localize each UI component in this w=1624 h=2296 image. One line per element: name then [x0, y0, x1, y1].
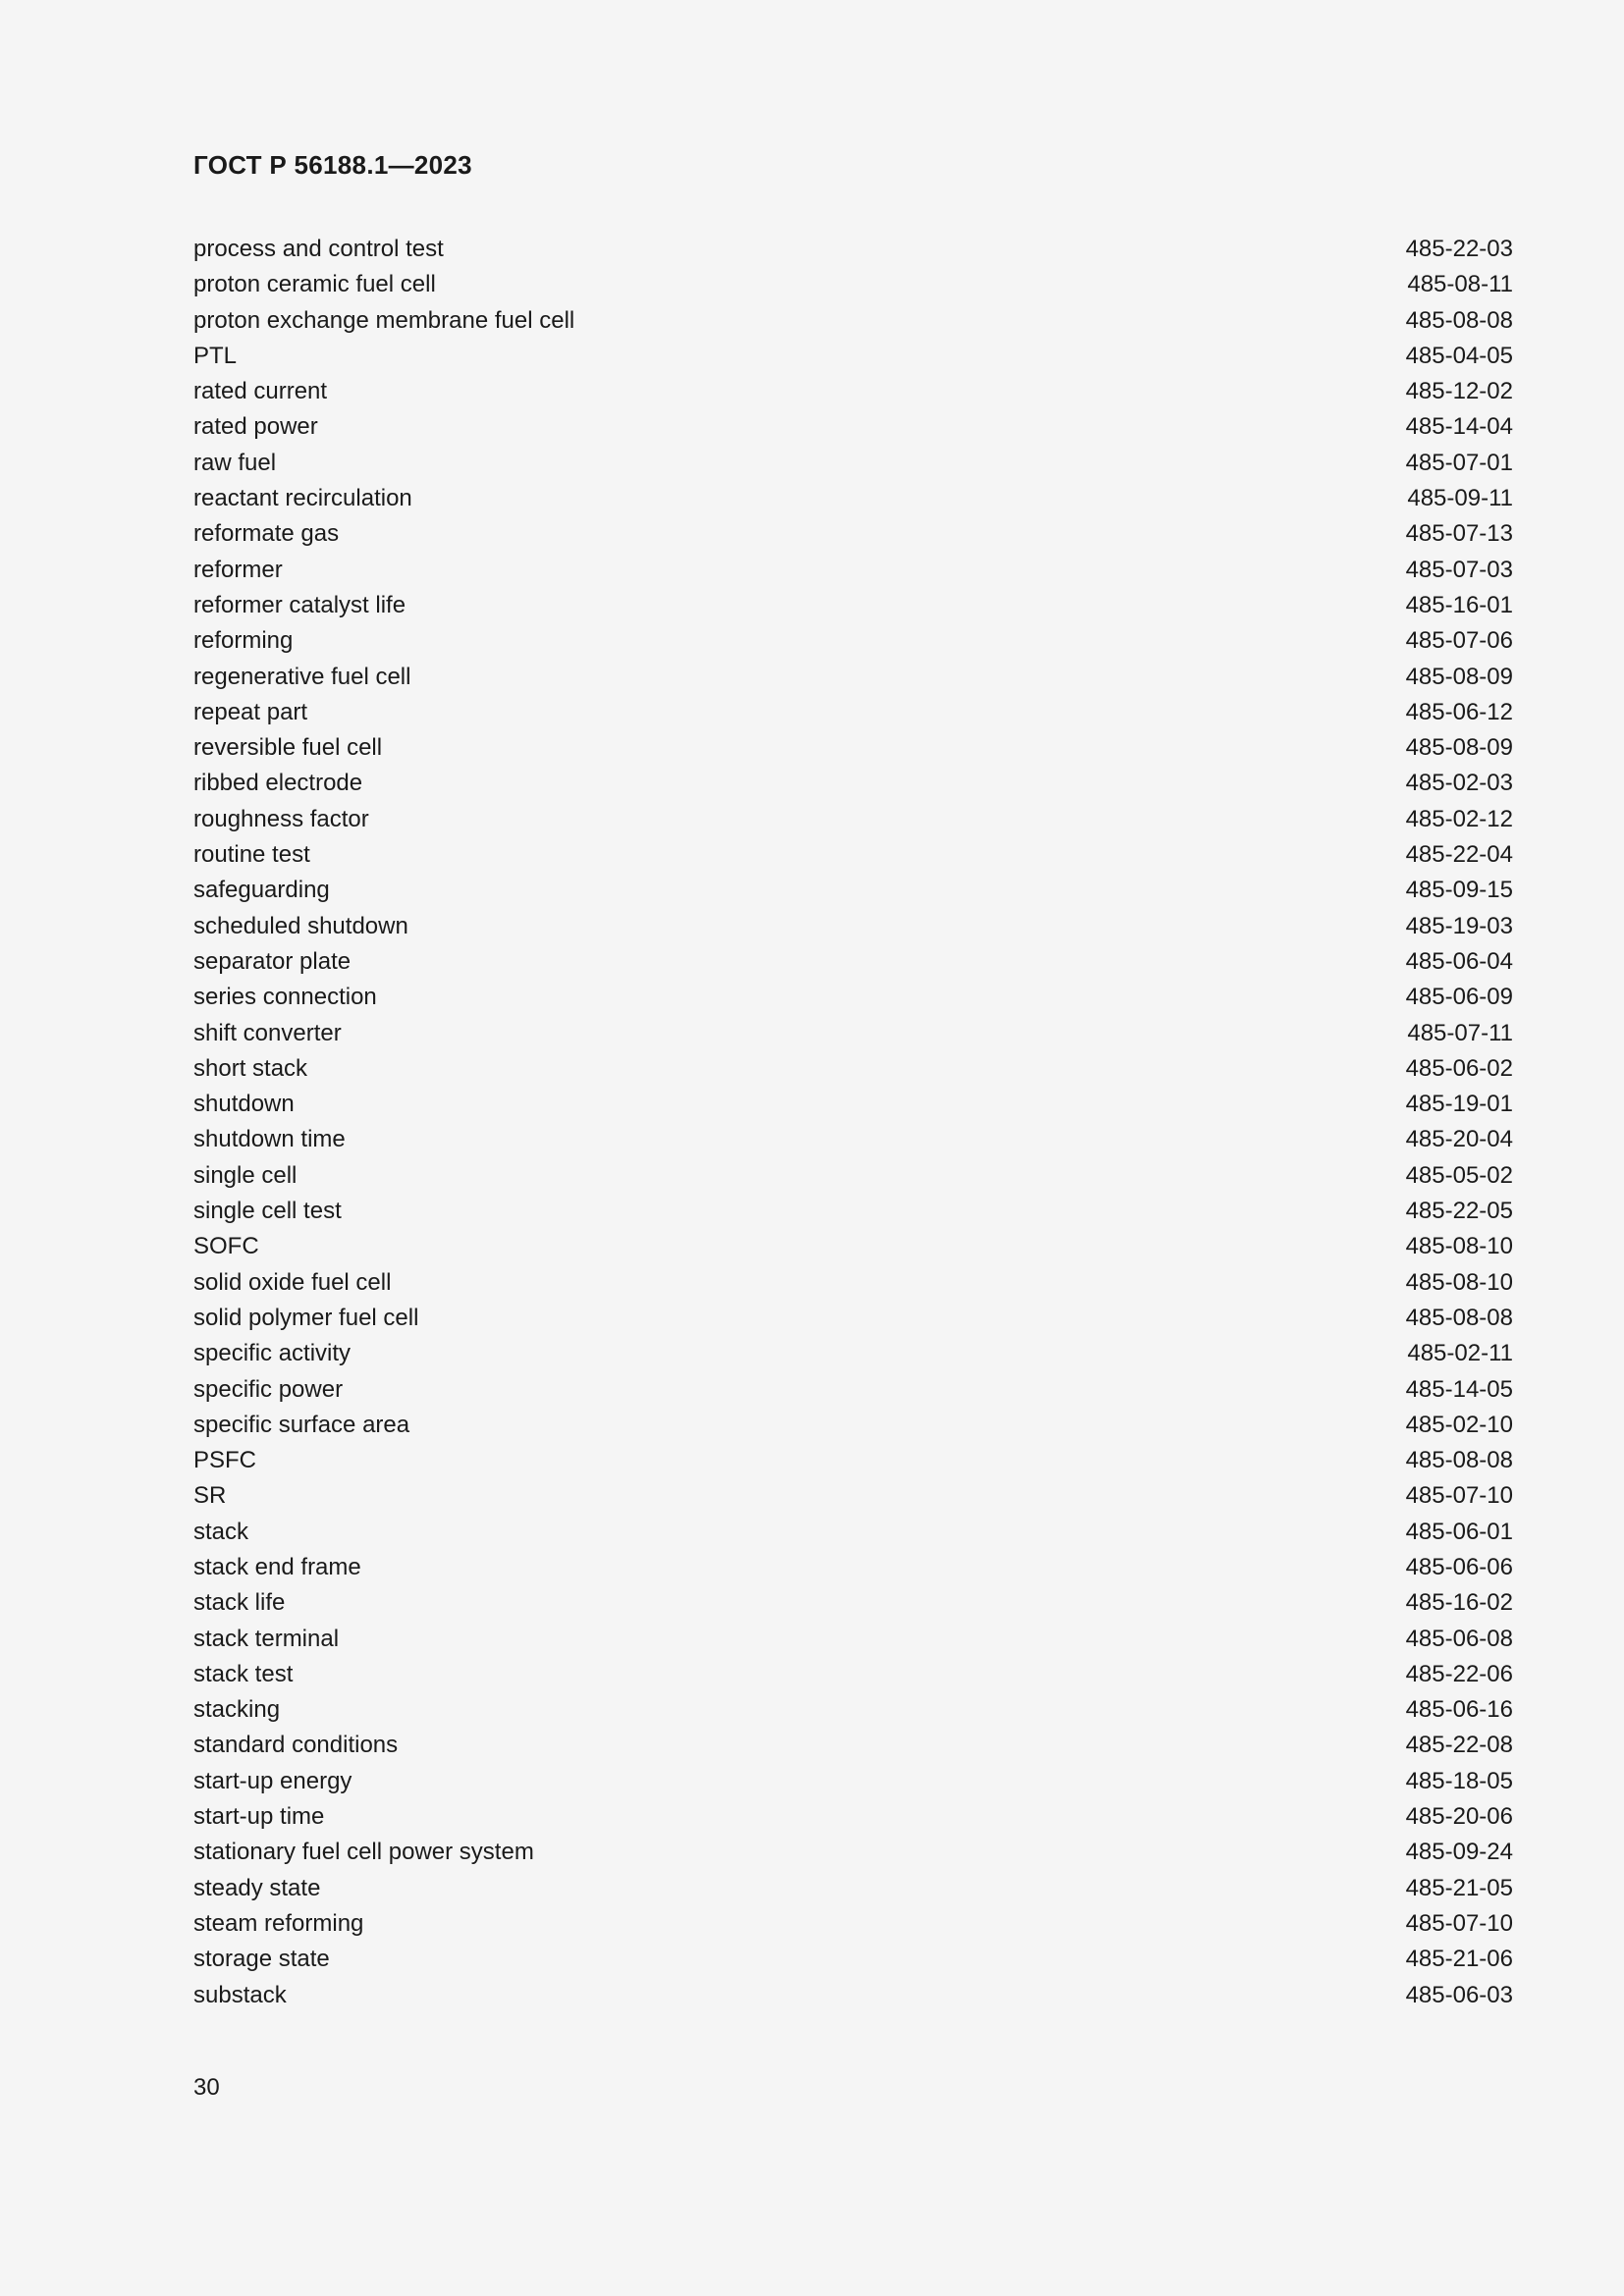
- index-term: rated power: [193, 413, 318, 441]
- index-row: [193, 303, 1513, 339]
- index-term: short stack: [193, 1054, 308, 1082]
- index-term: series connection: [193, 984, 377, 1011]
- index-row: [193, 730, 1513, 766]
- index-row: [193, 802, 1513, 837]
- index-term: PSFC: [193, 1447, 257, 1474]
- index-row: [193, 1194, 1513, 1229]
- index-term: specific activity: [193, 1340, 352, 1367]
- index-term: process and control test: [193, 236, 444, 262]
- index-term: stack: [193, 1518, 249, 1545]
- index-term: single cell test: [193, 1198, 342, 1225]
- index-row: [193, 1229, 1513, 1264]
- index-reference: 485-12-02: [1405, 378, 1513, 405]
- index-reference: 485-14-05: [1405, 1375, 1513, 1403]
- index-reference: 485-08-10: [1405, 1268, 1513, 1296]
- index-row: [193, 1265, 1513, 1301]
- index-row: [193, 232, 1513, 267]
- index-row: [193, 1122, 1513, 1157]
- index-term: roughness factor: [193, 805, 369, 832]
- index-row: [193, 1764, 1513, 1799]
- index-term: stack end frame: [193, 1553, 361, 1580]
- index-term: steam reforming: [193, 1909, 364, 1937]
- index-term: stack life: [193, 1589, 286, 1617]
- index-row: [193, 1835, 1513, 1870]
- index-row: [193, 1016, 1513, 1051]
- index-term: start-up energy: [193, 1767, 352, 1794]
- index-reference: 485-07-10: [1405, 1482, 1513, 1510]
- index-term: shift converter: [193, 1019, 342, 1046]
- index-row: [193, 623, 1513, 659]
- index-row: [193, 766, 1513, 801]
- index-term: reversible fuel cell: [193, 734, 383, 762]
- index-term: storage state: [193, 1946, 330, 1973]
- index-term: stationary fuel cell power system: [193, 1839, 534, 1866]
- index-term: reformer: [193, 556, 283, 583]
- index-term: scheduled shutdown: [193, 912, 408, 939]
- index-row: [193, 1158, 1513, 1194]
- index-term: regenerative fuel cell: [193, 663, 411, 690]
- index-row: [193, 837, 1513, 873]
- index-reference: 485-09-15: [1405, 877, 1513, 904]
- index-reference: 485-06-06: [1405, 1553, 1513, 1580]
- index-row: [193, 267, 1513, 302]
- index-reference: 485-07-06: [1405, 627, 1513, 655]
- index-row: [193, 1515, 1513, 1550]
- index-reference: 485-20-06: [1405, 1803, 1513, 1831]
- index-term: separator plate: [193, 947, 352, 975]
- index-reference: 485-21-05: [1405, 1874, 1513, 1901]
- index-reference: 485-07-03: [1405, 556, 1513, 583]
- index-row: [193, 1978, 1513, 2013]
- index-row: [193, 1550, 1513, 1585]
- index-reference: 485-09-11: [1407, 485, 1513, 512]
- index-row: [193, 1692, 1513, 1728]
- index-reference: 485-06-12: [1405, 698, 1513, 725]
- index-reference: 485-07-11: [1407, 1019, 1513, 1046]
- index-term: SOFC: [193, 1233, 259, 1260]
- index-reference: 485-08-09: [1405, 734, 1513, 762]
- index-reference: 485-09-24: [1405, 1839, 1513, 1866]
- index-term: stack test: [193, 1660, 294, 1687]
- index-term: stack terminal: [193, 1625, 340, 1652]
- index-reference: 485-08-08: [1405, 1447, 1513, 1474]
- index-row: [193, 1799, 1513, 1835]
- page-number: 30: [193, 2074, 220, 2101]
- index-reference: 485-07-10: [1405, 1909, 1513, 1937]
- index-term: standard conditions: [193, 1732, 399, 1759]
- index-row: [193, 695, 1513, 730]
- index-term: SR: [193, 1482, 227, 1510]
- index-reference: 485-06-16: [1405, 1696, 1513, 1724]
- index-row: [193, 944, 1513, 980]
- index-reference: 485-08-08: [1405, 1304, 1513, 1331]
- index-row: [193, 1728, 1513, 1763]
- index-row: [193, 1871, 1513, 1906]
- index-row: [193, 1443, 1513, 1478]
- index-term: proton ceramic fuel cell: [193, 271, 436, 298]
- index-row: [193, 516, 1513, 552]
- index-reference: 485-19-03: [1405, 912, 1513, 939]
- index-term: proton exchange membrane fuel cell: [193, 306, 575, 334]
- index-row: [193, 1372, 1513, 1408]
- index-reference: 485-14-04: [1405, 413, 1513, 441]
- index-reference: 485-08-08: [1405, 306, 1513, 334]
- index-reference: 485-02-10: [1405, 1411, 1513, 1438]
- index-term: reactant recirculation: [193, 485, 412, 512]
- index-reference: 485-22-03: [1405, 236, 1513, 262]
- index-reference: 485-08-09: [1405, 663, 1513, 690]
- index-row: [193, 1087, 1513, 1122]
- index-row: [193, 553, 1513, 588]
- index-row: [193, 909, 1513, 944]
- index-reference: 485-07-13: [1405, 520, 1513, 548]
- index-reference: 485-06-01: [1405, 1518, 1513, 1545]
- index-reference: 485-19-01: [1405, 1091, 1513, 1118]
- index-reference: 485-20-04: [1405, 1126, 1513, 1153]
- index-row: [193, 1906, 1513, 1942]
- index-term: solid oxide fuel cell: [193, 1268, 392, 1296]
- index-reference: 485-06-08: [1405, 1625, 1513, 1652]
- index-term: single cell: [193, 1161, 298, 1189]
- index-term: safeguarding: [193, 877, 330, 904]
- index-row: [193, 1657, 1513, 1692]
- index-term: routine test: [193, 841, 310, 869]
- index-term: solid polymer fuel cell: [193, 1304, 419, 1331]
- index-row: [193, 1942, 1513, 1977]
- index-term: repeat part: [193, 698, 308, 725]
- term-index-list: [193, 232, 1513, 2013]
- index-term: specific power: [193, 1375, 344, 1403]
- index-reference: 485-06-03: [1405, 1981, 1513, 2008]
- index-reference: 485-02-11: [1407, 1340, 1513, 1367]
- index-row: [193, 1408, 1513, 1443]
- index-reference: 485-22-04: [1405, 841, 1513, 869]
- index-row: [193, 1622, 1513, 1657]
- index-term: stacking: [193, 1696, 281, 1724]
- index-row: [193, 873, 1513, 908]
- index-row: [193, 339, 1513, 374]
- index-term: PTL: [193, 342, 238, 369]
- index-term: specific surface area: [193, 1411, 410, 1438]
- index-reference: 485-08-10: [1405, 1233, 1513, 1260]
- index-reference: 485-16-02: [1405, 1589, 1513, 1617]
- index-reference: 485-05-02: [1405, 1161, 1513, 1189]
- index-reference: 485-04-05: [1405, 342, 1513, 369]
- index-term: start-up time: [193, 1803, 325, 1831]
- index-row: [193, 660, 1513, 695]
- document-header: ГОСТ Р 56188.1—2023: [193, 150, 472, 180]
- index-reference: 485-07-01: [1405, 449, 1513, 476]
- index-row: [193, 446, 1513, 481]
- index-term: shutdown: [193, 1091, 295, 1118]
- index-reference: 485-02-12: [1405, 805, 1513, 832]
- index-reference: 485-22-08: [1405, 1732, 1513, 1759]
- index-reference: 485-06-09: [1405, 984, 1513, 1011]
- index-row: [193, 1585, 1513, 1621]
- index-row: [193, 481, 1513, 516]
- index-row: [193, 980, 1513, 1015]
- index-row: [193, 374, 1513, 409]
- index-reference: 485-02-03: [1405, 770, 1513, 797]
- index-reference: 485-06-02: [1405, 1054, 1513, 1082]
- index-reference: 485-21-06: [1405, 1946, 1513, 1973]
- index-term: reformer catalyst life: [193, 591, 406, 618]
- index-row: [193, 1336, 1513, 1371]
- index-reference: 485-06-04: [1405, 947, 1513, 975]
- index-term: raw fuel: [193, 449, 277, 476]
- index-term: reformate gas: [193, 520, 340, 548]
- index-reference: 485-16-01: [1405, 591, 1513, 618]
- index-term: reforming: [193, 627, 294, 655]
- index-term: ribbed electrode: [193, 770, 363, 797]
- index-row: [193, 1478, 1513, 1514]
- index-reference: 485-18-05: [1405, 1767, 1513, 1794]
- index-row: [193, 1301, 1513, 1336]
- index-term: shutdown time: [193, 1126, 346, 1153]
- index-term: rated current: [193, 378, 328, 405]
- index-row: [193, 1051, 1513, 1087]
- index-reference: 485-22-05: [1405, 1198, 1513, 1225]
- index-reference: 485-08-11: [1407, 271, 1513, 298]
- index-row: [193, 588, 1513, 623]
- index-row: [193, 409, 1513, 445]
- index-term: steady state: [193, 1874, 321, 1901]
- index-reference: 485-22-06: [1405, 1660, 1513, 1687]
- index-term: substack: [193, 1981, 287, 2008]
